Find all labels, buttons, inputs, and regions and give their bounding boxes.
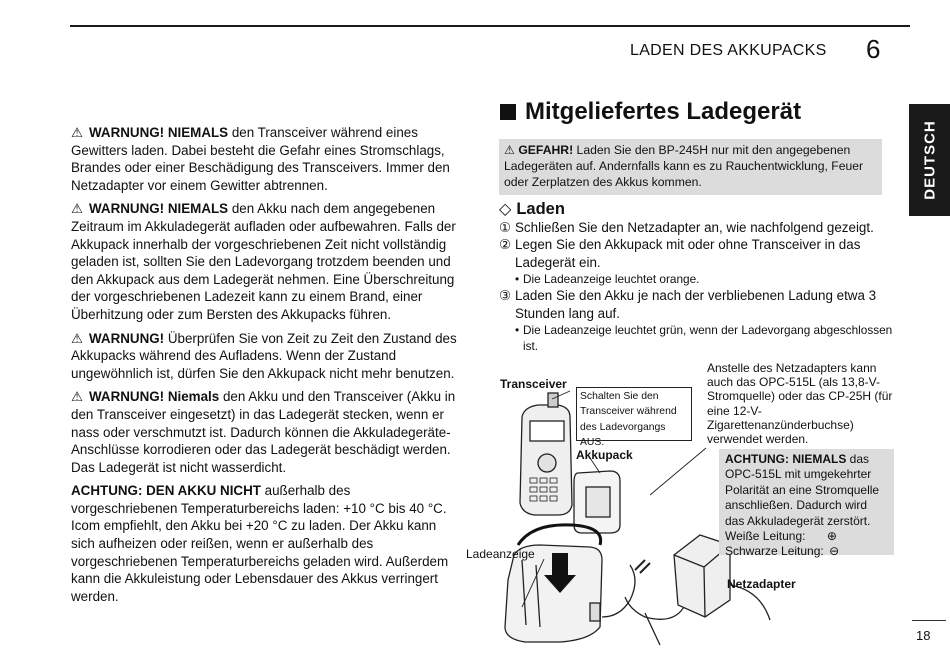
label-transceiver: Transceiver bbox=[500, 377, 567, 391]
warning-triangle-icon: ⚠ bbox=[71, 330, 84, 346]
diamond-outline-icon: ◇ bbox=[499, 201, 512, 218]
subsection-title: ◇ Laden bbox=[499, 199, 565, 218]
black-lead-label: Schwarze Leitung: bbox=[725, 544, 824, 559]
warning-triangle-icon: ⚠ bbox=[71, 125, 84, 140]
section-title: Mitgeliefertes Ladegerät bbox=[500, 98, 801, 126]
warning-triangle-icon: ⚠ bbox=[504, 143, 519, 157]
circled-number-icon: ② bbox=[499, 237, 512, 253]
warnings-column bbox=[71, 124, 459, 611]
warning-check-condition: ⚠ WARNUNG! Überprüfen Sie von Zeit zu Zeit den Zustand des Akkupacks während des Aufladens. Wenn der Zustand ungewöhnlich ist, dürfen Sie den Akkupack nicht mehr benutzen. bbox=[71, 330, 457, 381]
header-rule bbox=[70, 25, 910, 27]
page-number: 18 bbox=[916, 628, 931, 643]
step-2-note: • Die Ladeanzeige leuchtet orange. bbox=[515, 272, 700, 287]
note-alternatives: Anstelle des Netzadapters kann auch das OPC-515L (als 13,8-V-Stromquelle) oder das CP-25H (für eine 12-V-Zigarettenanzünderbuchse) verwendet werden. bbox=[707, 361, 893, 447]
caution-polarity: ACHTUNG: NIEMALS das OPC-515L mit umgekehrter Polarität an eine Stromquelle anschließen. Dadurch wird das Akkuladegerät zerstört. Weiße Leitung: ⊕ Schwarze Leitung: ⊖ bbox=[719, 449, 894, 555]
chapter-number: 6 bbox=[866, 34, 881, 64]
plus-icon: ⊕ bbox=[826, 529, 837, 544]
label-netzadapter: Netzadapter bbox=[727, 577, 796, 591]
warning-thunderstorm: ⚠ WARNUNG! NIEMALS den Transceiver während eines Gewitters laden. Dabei besteht die Gefahr eines Stromschlags, Brandes oder einer Beschädigung des Transceivers. Immer den Netzadapter vor einem Gewitter abtrennen. bbox=[71, 125, 450, 193]
warning-charge-time: ⚠ WARNUNG! NIEMALS den Akku nach dem angegebenen Zeitraum im Akkuladegerät aufladen oder aufbewahren. Falls der Akkupack innerhalb der vorgeschriebenen Zeit nicht vollständig geladen ist, sollten Sie den Ladevorgang trotzdem beenden und den Akkupack aus dem Ladegerät nehmen. Eine Überschreitung der vorgeschriebenen Ladezeit kann zu einem Brand, einer Überhitzung oder zum Bersten des Akkupacks führen. bbox=[71, 201, 456, 322]
page-number-rule bbox=[912, 620, 946, 621]
caution-temperature: ACHTUNG: DEN AKKU NICHT außerhalb des vorgeschriebenen Temperaturbereichs laden: +10 °C bis 40 °C. Icom empfiehlt, den Akku bei +20 °C zu laden. Der Akku kann sich aufheizen oder reißen, wenn er außerhalb des vorgeschriebenen Temperaturbereichs geladen wird. Außerdem kann die Akkuleistung oder Lebensdauer des Akkus verringert werden. bbox=[71, 483, 449, 604]
step-1: ① Schließen Sie den Netzadapter an, wie nachfolgend gezeigt. bbox=[499, 220, 874, 235]
minus-icon: ⊖ bbox=[829, 544, 840, 559]
charging-steps bbox=[499, 219, 894, 354]
page-header-title: LADEN DES AKKUPACKS bbox=[630, 42, 827, 59]
warning-triangle-icon: ⚠ bbox=[71, 389, 84, 405]
step-2: ② Legen Sie den Akkupack mit oder ohne Transceiver in das Ladegerät ein. bbox=[499, 237, 861, 270]
step-3: ③ Laden Sie den Akku je nach der verbliebenen Ladung etwa 3 Stunden lang auf. bbox=[499, 288, 877, 321]
label-akkupack: Akkupack bbox=[576, 448, 633, 462]
circled-number-icon: ① bbox=[499, 220, 512, 235]
language-tab-label: DEUTSCH bbox=[921, 120, 938, 200]
step-3-note: • Die Ladeanzeige leuchtet grün, wenn der Ladevorgang abgeschlossen ist. bbox=[515, 323, 893, 354]
callout-power-off: Schalten Sie den Transceiver während des Ladevorgangs AUS. bbox=[576, 387, 692, 441]
warning-triangle-icon: ⚠ bbox=[71, 201, 84, 217]
white-lead-label: Weiße Leitung: bbox=[725, 529, 806, 544]
warning-wet-charger: ⚠ WARNUNG! Niemals den Akku und den Transceiver (Akku in den Transceiver eingesetzt) in das Ladegerät stecken, wenn er nass oder verschmutzt ist. Dadurch können die Akkuladegeräte-Anschlüsse korrodieren oder das Ladegerät beschädigt werden. Das Ladegerät ist nicht wasserdicht. bbox=[71, 389, 456, 475]
circled-number-icon: ③ bbox=[499, 288, 512, 304]
black-square-icon bbox=[500, 104, 516, 120]
language-tab bbox=[909, 104, 950, 216]
label-ladeanzeige: Ladeanzeige bbox=[466, 547, 535, 561]
danger-notice: ⚠ GEFAHR! Laden Sie den BP-245H nur mit den angegebenen Ladegeräten auf. Andernfalls kann es zu Rauchentwicklung, Feuer oder Zerplatzen des Akkus kommen. bbox=[499, 139, 882, 195]
